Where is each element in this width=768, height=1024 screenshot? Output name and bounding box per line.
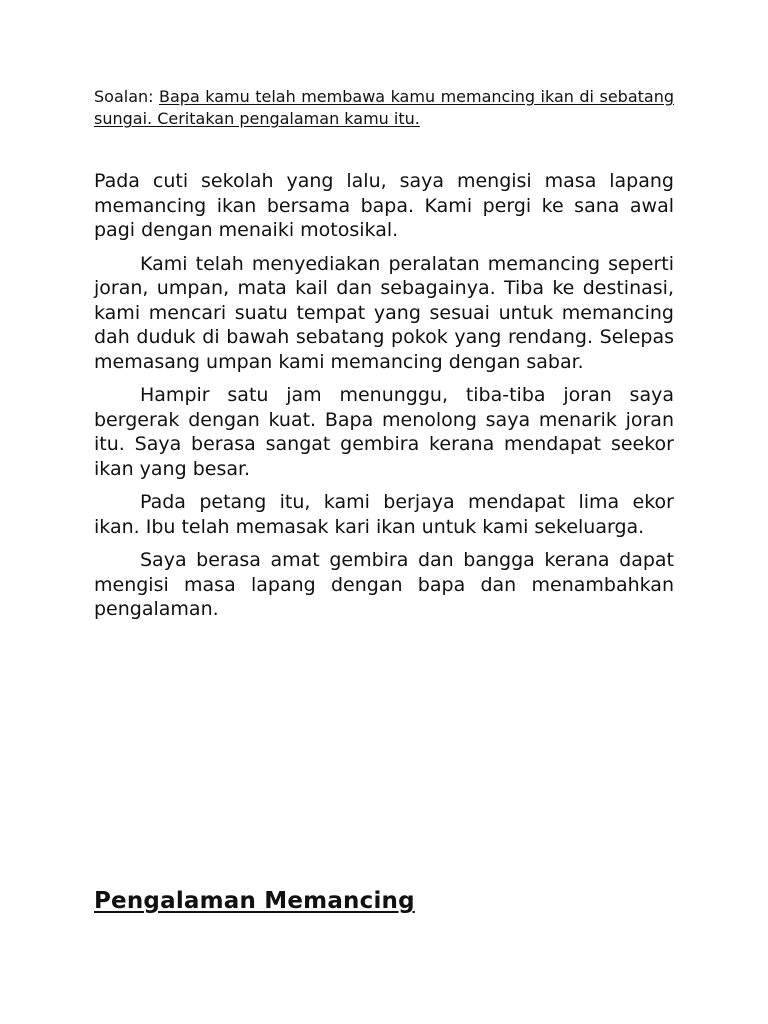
essay-paragraph-2: Kami telah menyediakan peralatan memancing seperti joran, umpan, mata kail dan sebagainya. Tiba ke destinasi, kami mencari suatu tempat yang sesuai untuk memancing dah duduk di bawah sebatang pokok yang rendang. Selepas memasang umpan kami memancing dengan sabar.	[94, 252, 674, 373]
essay-paragraph-5: Saya berasa amat gembira dan bangga kerana dapat mengisi masa lapang dengan bapa dan menambahkan pengalaman.	[94, 549, 674, 620]
question-label: Soalan:	[94, 87, 160, 106]
essay-body	[94, 169, 674, 631]
question-text: Bapa kamu telah membawa kamu memancing ikan di sebatang sungai. Ceritakan pengalaman kamu itu.	[94, 87, 674, 128]
question-line	[94, 86, 674, 130]
essay-paragraph-1: Pada cuti sekolah yang lalu, saya mengisi masa lapang memancing ikan bersama bapa. Kami pergi ke sana awal pagi dengan menaiki motosikal.	[94, 170, 674, 241]
essay-paragraph-4: Pada petang itu, kami berjaya mendapat lima ekor ikan. Ibu telah memasak kari ikan untuk kami sekeluarga.	[94, 491, 674, 538]
essay-title: Pengalaman Memancing	[94, 888, 415, 914]
essay-paragraph-3: Hampir satu jam menunggu, tiba-tiba joran saya bergerak dengan kuat. Bapa menolong saya menarik joran itu. Saya berasa sangat gembira kerana mendapat seekor ikan yang besar.	[94, 384, 674, 480]
